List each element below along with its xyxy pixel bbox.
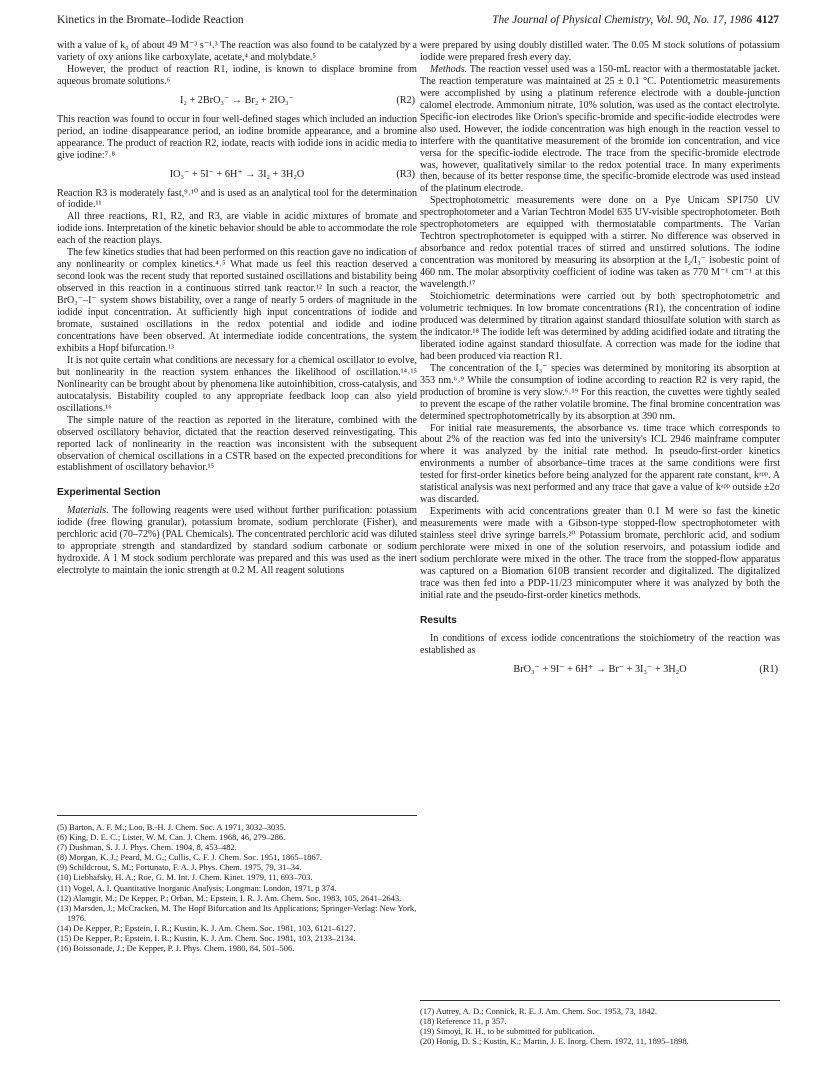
equation-r2 (57, 95, 417, 107)
paragraph: The concentration of the I₃⁻ species was determined by monitoring its absorption at 353 nm.⁶˒⁹ While the consumption of iodine according to reaction R2 is very rapid, the production of bromine is very slow.⁶˒¹⁹ For this reaction, the cuvettes were tightly sealed to prevent the escape of the rather volatile bromine. The final bromine concentration was determined spectrophotometrically by its absorption at 390 nm. (420, 362, 780, 422)
paragraph: All three reactions, R1, R2, and R3, are viable in acidic mixtures of bromate and iodide ions. Interpretation of the kinetic behavior should be able to accommodate the role each of the reaction plays. (57, 211, 417, 247)
paragraph: Stoichiometric determinations were carried out by both spectrophotometric and volumetric techniques. In low bromate concentrations (R1), the concentration of iodine produced was determined by titration against standard thiosulfate solution with starch as the indicator.¹⁸ The iodide left was determined by adding acidified iodate and titrating the liberated iodine against standard thiosulfate. A correction was made for the iodine that had been produced via reaction R1. (420, 291, 780, 362)
journal-citation (492, 13, 779, 27)
paragraph: It is not quite certain what conditions are necessary for a chemical oscillator to evolve, but nonlinearity in the reaction system enhances the likelihood of oscillation.¹⁴˒¹⁵ Nonlinearity can be brought about by phenomena like autoinhibition, cross-catalysis, and autocatalysis. Bistability coupled to any appropriate feedback loop can also yield oscillations.¹⁶ (57, 354, 417, 414)
reference-item: (13) Marsden, J.; McCracken, M. The Hopf Bifurcation and Its Applications; Springer-Verlag: New York, 1976. (57, 902, 417, 923)
equation-text: I₂ + 2BrO₃⁻ → Br₂ + 2IO₃⁻ (180, 94, 294, 106)
reference-item: (20) Honig, D. S.; Kustin, K.; Martin, J. E. Inorg. Chem. 1972, 11, 1895–1898. (420, 1036, 689, 1047)
reference-item: (8) Morgan, K. J.; Peard, M. G.; Cullis, C. F. J. Chem. Soc. 1951, 1865–1867. (57, 852, 323, 863)
equation-text: BrO₃⁻ + 9I⁻ + 6H⁺ → Br⁻ + 3I₃⁻ + 3H₂O (513, 663, 687, 675)
footnote-rule (57, 815, 417, 816)
reference-item: (11) Vogel, A. I. Quantitative Inorganic Analysis; Longman: London, 1971, p 374. (57, 882, 337, 893)
paragraph: with a value of k₀ of about 49 M⁻³ s⁻¹.³ The reaction was also found to be catalyzed by a variety of oxy anions like carboxylate, acetate,⁴ and molybdate.⁵ (57, 40, 417, 63)
run-in-heading: Materials. (67, 505, 109, 517)
reference-item: (12) Alamgir, M.; De Kepper, P.; Orban, M.; Epstein, I. R. J. Am. Chem. Soc. 1983, 105, 2641–2643. (57, 892, 402, 903)
section-heading: Results (420, 614, 457, 626)
paragraph: were prepared by using doubly distilled water. The 0.05 M stock solutions of potassium iodide were prepared fresh every day. (420, 40, 780, 63)
reference-item: (5) Barton, A. F. M.; Loo, B.-H. J. Chem. Soc. A 1971, 3032–3035. (57, 822, 286, 832)
equation-label: (R1) (759, 663, 778, 675)
paragraph-text: The following reagents were used without further purification: potassium iodide (free flowing granular), potassium bromate, sodium perchlorate (Fisher), and perchloric acid (70–72%) (PAL Chemicals). The concentrated perchloric acid was diluted to appropriate strength and standardized by standard sodium carbonate or sodium hydroxide. A 1 M stock sodium perchlorate was prepared and this was used as the inert electrolyte to maintain the ionic strength at 0.2 M. All reagent solutions (57, 505, 417, 577)
run-in-heading: Methods. (430, 63, 468, 75)
paragraph: For initial rate measurements, the absorbance vs. time trace which corresponds to about 2% of the reaction was fed into the university's ICL 2946 mainframe computer where it was analyzed by the initial rate method. In pseudo-first-order kinetics environments a number of absorbance–time traces at the same conditions were first tested for first-order kinetics before being analyzed for the apparent rate constant, kᵃᵖᵖ. A statistical analysis was next performed and any trace that gave a value of kᵃᵖᵖ outside ±2σ was discarded. (420, 422, 780, 506)
reference-item: (9) Schildcrout, S. M.; Fortunato, F. A. J. Phys. Chem. 1975, 79, 31–34. (57, 862, 302, 873)
reference-item: (15) De Kepper, P.; Epstein, I. R.; Kustin, K. J. Am. Chem. Soc. 1981, 103, 2133–2134. (57, 933, 356, 944)
equation-label: (R2) (396, 94, 415, 106)
journal-name: The Journal of Physical Chemistry, Vol. 90, No. 17, 1986 (492, 14, 753, 26)
paragraph: Reaction R3 is moderately fast,⁹˒¹⁰ and is used as an analytical tool for the determination of iodide.¹¹ (57, 187, 417, 211)
running-title: Kinetics in the Bromate–Iodide Reaction (57, 14, 244, 26)
paragraph: In conditions of excess iodide concentrations the stoichiometry of the reaction was established as (420, 632, 780, 656)
reference-list (420, 1006, 780, 1046)
reference-item: (7) Dushman, S. J. J. Phys. Chem. 1904, 8, 453–482. (57, 842, 237, 853)
reference-item: (10) Liebhafsky, H. A.; Roe, G. M. Int. J. Chem. Kinet. 1979, 11, 693–703. (57, 872, 313, 883)
paragraph: However, the product of reaction R1, iodine, is known to displace bromine from aqueous bromate solutions.⁶ (57, 63, 417, 87)
paragraph: The few kinetics studies that had been performed on this reaction gave no indication of any nonlinearity or complex kinetics.⁴˒⁵ What made us feel this reaction deserved a second look was the recent study that reported sustained oscillations and bistability being observed in this reaction in a continuous stirred tank reactor.¹² In such a reactor, the BrO₃⁻–I⁻ system shows bistability, over a range of nearly 5 orders of magnitude in the iodide input concentration. At sufficiently high input concentrations of iodide and bromate, sustained oscillations in the redox potential and iodide and iodine concentrations have been observed. At intermediate iodide concentrations, the system exhibits a Hopf bifurcation.¹³ (57, 247, 417, 354)
left-column (57, 40, 417, 577)
reference-item: (19) Simoyi, R. H., to be submitted for publication. (420, 1026, 595, 1037)
paragraph: The simple nature of the reaction as reported in the literature, combined with the observed oscillatory behavior, dictated that the reaction deserved reinvestigating. This reported lack of nonlinearity in the reaction was inconsistent with the subsequent observation of chemical oscillations in a CSTR based on the expected preconditions for establishment of oscillatory behavior.¹⁵ (57, 414, 417, 474)
paragraph: Spectrophotometric measurements were done on a Pye Unicam SP1750 UV spectrophotometer and a Varian Techtron Model 635 UV-visible spectrophotometer. Both spectrophotometers are equipped with thermostatable compartments. The Varian Techtron spectrophotometer is equipped with a stirrer. No difference was observed in absorbance and redox potential traces of stirred and unstirred solutions. The iodine concentration was monitored by measuring its absorption at the I₂/I₃⁻ isobestic point of 460 nm. The molar absorptivity coefficient of iodine was taken as 770 M⁻¹ cm⁻¹ at this wavelength.¹⁷ (420, 195, 780, 291)
reference-list (57, 822, 417, 953)
paragraph-text: The reaction vessel used was a 150-mL reactor with a thermostatable jacket. The reaction temperature was maintained at 25 ± 0.1 °C. Potentiometric measurements were accomplished by using a platinum reference electrode with a double-junction calomel electrode. Ammonium nitrate, 10% solution, was used as the contact electrolyte. Specific-ion electrodes like Orion's specific-bromide and specific-iodide electrodes were also used. However, the iodide concentration was high enough in the reaction vessel to interfere with the quantitative measurement of the bromide ion concentration, and vice versa for the specific-iodide electrode. The trace from the specific-bromide electrode was, however, qualitatively similar to the redox potential trace. In many experiments then, because of its better response time, the specific-bromide electrode was used instead of the platinum electrode. (420, 63, 780, 195)
equation-r3 (57, 169, 417, 181)
reference-item: (16) Boissonade, J.; De Kepper, P. J. Phys. Chem. 1980, 84, 501–506. (57, 943, 295, 954)
reference-item: (14) De Kepper, P.; Epstein, I. R.; Kustin, K. J. Am. Chem. Soc. 1981, 103, 6121–6127. (57, 922, 356, 933)
page-number: 4127 (756, 14, 779, 26)
paragraph: This reaction was found to occur in four well-defined stages which included an induction period, an iodine disappearance period, an iodine bromide appearance, and a bromine appearance. The product of reaction R2, iodate, reacts with iodide ions in acidic media to give iodine:⁷˒⁸ (57, 113, 417, 161)
reference-item: (18) Reference 11, p 357. (420, 1016, 507, 1027)
section-heading: Experimental Section (57, 487, 161, 499)
reference-item: (17) Autrey, A. D.; Connick, R. E. J. Am. Chem. Soc. 1953, 73, 1842. (420, 1006, 657, 1016)
footnote-rule (420, 1000, 780, 1001)
right-column (420, 40, 780, 683)
equation-label: (R3) (396, 168, 415, 180)
paragraph (420, 64, 780, 195)
paragraph (57, 505, 417, 577)
equation-r1 (420, 664, 780, 676)
equation-text: IO₃⁻ + 5I⁻ + 6H⁺ → 3I₂ + 3H₂O (169, 168, 305, 180)
paragraph: Experiments with acid concentrations greater than 0.1 M were so fast the kinetic measurements were made with a Gibson-type stopped-flow spectrophotometer with stainless steel drive syringe barrels.²⁰ Potassium bromate, perchloric acid, and sodium perchlorate were mixed in one of the solution reservoirs, and potassium iodide and sodium perchlorate were mixed in the other. The trace from the stopped-flow apparatus was captured on a Biomation 610B transient recorder and digitalized. The digitalized trace was then fed into a PDP-11/23 minicomputer where it was analyzed by both the initial rate and the pseudo-first-order kinetics methods. (420, 506, 780, 601)
reference-item: (6) King, D. E. C.; Lister, W. M. Can. J. Chem. 1968, 46, 279–286. (57, 832, 286, 843)
